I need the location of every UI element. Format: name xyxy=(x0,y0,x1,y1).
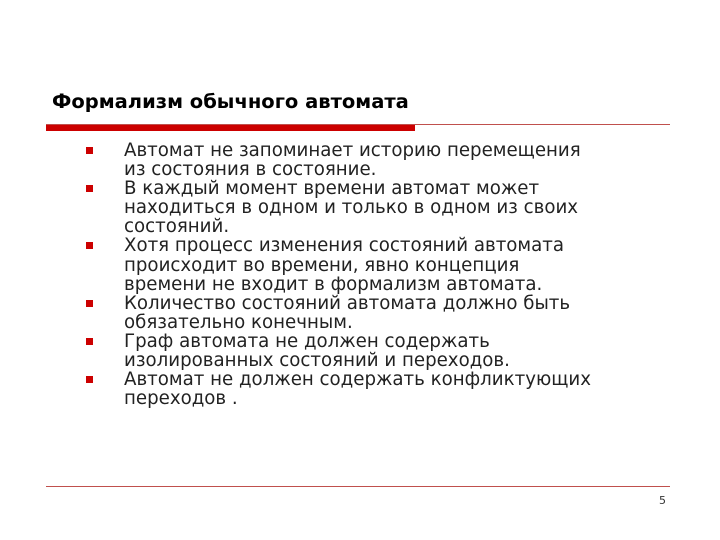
list-item xyxy=(0,294,674,332)
page-number: 5 xyxy=(659,494,666,507)
square-bullet-icon xyxy=(86,376,93,383)
title-accent-bar xyxy=(46,125,415,131)
slide-title: Формализм обычного автомата xyxy=(52,90,409,113)
bullet-text: Хотя процесс изменения состояний автомата происходит во времени, явно концепция времени не входит в формализм автомата. xyxy=(124,235,565,295)
list-item xyxy=(0,179,674,236)
list-item xyxy=(0,370,674,408)
square-bullet-icon xyxy=(86,147,93,154)
bullet-list xyxy=(0,141,720,408)
list-item xyxy=(0,332,674,370)
list-item xyxy=(0,141,674,179)
square-bullet-icon xyxy=(86,242,93,249)
bullet-text: Автомат не должен содержать конфликтующих переходов . xyxy=(124,369,591,410)
bullet-text: Граф автомата не должен содержать изолированных состояний и переходов. xyxy=(124,330,510,372)
bullet-text: В каждый момент времени автомат может находиться в одном и только в одном из своих состояний. xyxy=(124,178,579,238)
square-bullet-icon xyxy=(86,300,93,307)
list-item xyxy=(0,236,674,293)
bullet-text: Количество состояний автомата должно быть обязательно конечным. xyxy=(124,292,571,333)
square-bullet-icon xyxy=(86,338,93,345)
bullet-text: Автомат не запоминает историю перемещения из состояния в состояние. xyxy=(124,140,581,181)
square-bullet-icon xyxy=(86,185,93,192)
footer-divider-line xyxy=(46,486,670,487)
